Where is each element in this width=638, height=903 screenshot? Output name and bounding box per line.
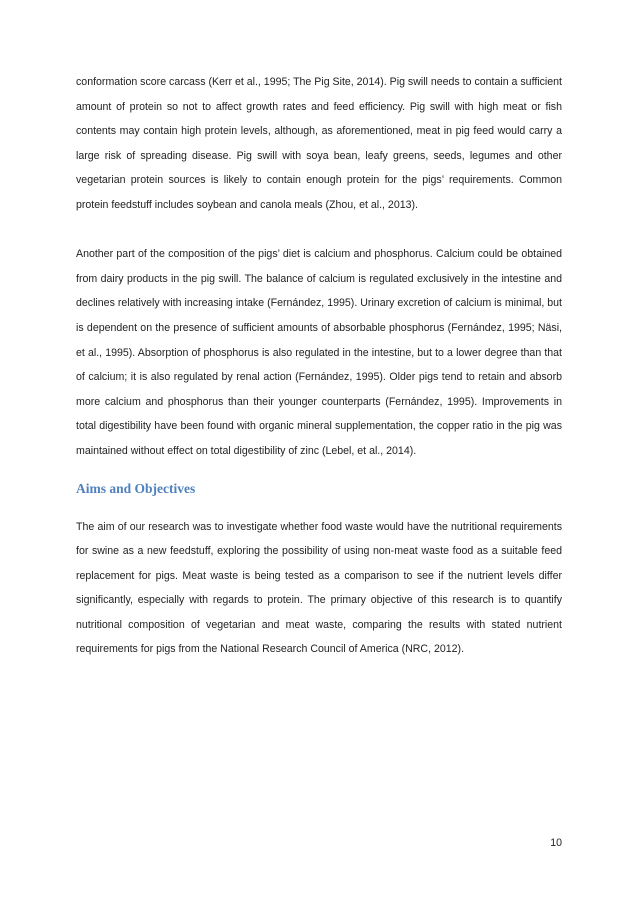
- page-content: [76, 70, 562, 662]
- section-heading-aims: Aims and Objectives: [76, 480, 196, 496]
- body-paragraph-aims: The aim of our research was to investigate whether food waste would have the nutritional requirements for swine as a new feedstuff, exploring the possibility of using non-meat waste food as a suitable feed replacement for pigs. Meat waste is being tested as a comparison to see if the nutrient levels differ significantly, especially with regards to protein. The primary objective of this research is to quantify nutritional composition of vegetarian and meat waste, comparing the results with stated nutrient requirements for pigs from the National Research Council of America (NRC, 2012).: [76, 520, 562, 656]
- body-paragraph-calcium-phosphorus: Another part of the composition of the pigs’ diet is calcium and phosphorus. Calcium could be obtained from dairy products in the pig swill. The balance of calcium is regulated exclusively in the intestine and declines relatively with increasing intake (Fernández, 1995). Urinary excretion of calcium is minimal, but is dependent on the presence of sufficient amounts of absorbable phosphorus (Fernández, 1995; Näsi, et al., 1995). Absorption of phosphorus is also regulated in the intestine, but to a lower degree than that of calcium; it is also regulated by renal action (Fernández, 1995). Older pigs tend to retain and absorb more calcium and phosphorus than their younger counterparts (Fernández, 1995). Improvements in total digestibility have been found with organic mineral supplementation, the copper ratio in the pig was maintained without effect on total digestibility of zinc (Lebel, et al., 2014).: [76, 248, 562, 457]
- body-paragraph-protein: conformation score carcass (Kerr et al., 1995; The Pig Site, 2014). Pig swill needs to contain a sufficient amount of protein so not to affect growth rates and feed efficiency. Pig swill with high meat or fish contents may contain high protein levels, although, as aforementioned, meat in pig feed would carry a large risk of spreading disease. Pig swill with soya bean, leafy greens, seeds, legumes and other vegetarian protein sources is likely to contain enough protein for the pigs’ requirements. Common protein feedstuff includes soybean and canola meals (Zhou, et al., 2013).: [76, 76, 562, 211]
- page-number: 10: [550, 837, 562, 849]
